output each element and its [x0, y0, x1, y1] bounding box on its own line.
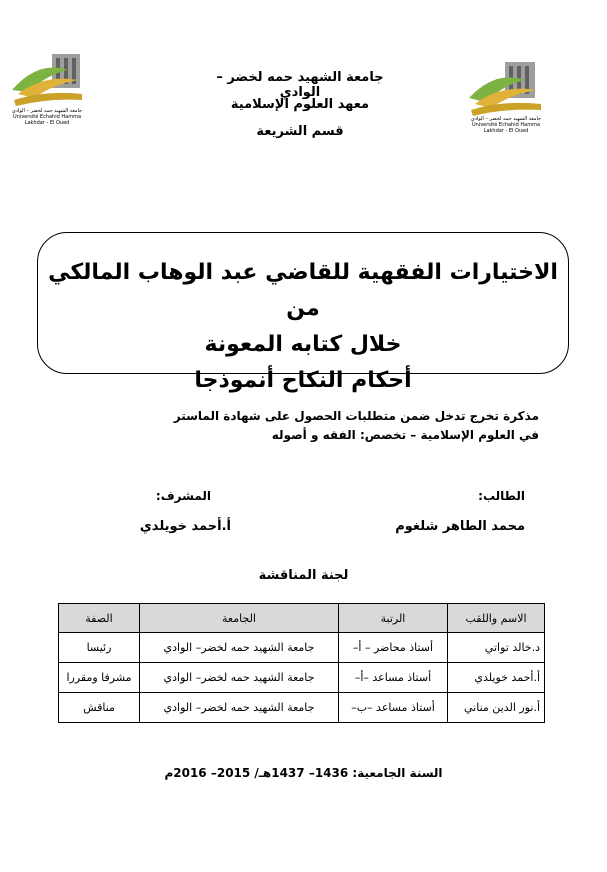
student-label: الطالب:: [478, 489, 525, 503]
member-name: د.خالد تواتي: [448, 633, 545, 663]
thesis-description-1: مذكرة تخرج تدخل ضمن متطلبات الحصول على شهادة الماستر: [173, 409, 539, 423]
member-role: مشرفا ومقررا: [59, 663, 140, 693]
member-university: جامعة الشهيد حمه لخضر– الوادي: [140, 633, 339, 663]
member-rank: أستاذ مساعد –ب–: [339, 693, 448, 723]
university-logo-icon: [467, 58, 545, 116]
supervisor-label: المشرف:: [155, 489, 211, 503]
logo-caption-ar: جامعة الشهيد حمه لخضر – الوادي: [11, 108, 83, 114]
column-header-role: الصفة: [59, 604, 140, 633]
logo-caption-ar: جامعة الشهيد حمه لخضر – الوادي: [470, 116, 542, 122]
title-line-2: خلال كتابه المعونة: [204, 332, 402, 357]
institute-name: معهد العلوم الإسلامية: [230, 97, 370, 112]
supervisor-name: أ.أحمد خويلدي: [139, 519, 231, 534]
academic-year: السنة الجامعية: 1436– 1437هـ/ 2015– 2016م: [164, 766, 443, 780]
thesis-title-box: [37, 232, 569, 393]
column-header-rank: الرتبة: [339, 604, 448, 633]
logo-caption-left: [8, 108, 86, 126]
logo-caption-fr: Université Echahid Hamma Lakhdar - El Oued: [12, 114, 82, 126]
committee-table: [58, 603, 545, 723]
department-name: قسم الشريعة: [256, 124, 344, 139]
member-university: جامعة الشهيد حمه لخضر– الوادي: [140, 663, 339, 693]
student-name: محمد الطاهر شلغوم: [395, 519, 525, 534]
member-role: مناقش: [59, 693, 140, 723]
logo-caption-fr: Université Echahid Hamma Lakhdar - El Oued: [471, 122, 541, 134]
title-line-1: الاختيارات الفقهية للقاضي عبد الوهاب المالكي من: [48, 260, 558, 321]
committee-title: لجنة المناقشة: [258, 568, 349, 583]
member-rank: أستاذ مساعد –أ–: [339, 663, 448, 693]
thesis-description-2: في العلوم الإسلامية – تخصص: الفقه و أصوله: [271, 428, 539, 442]
table-row: [59, 693, 545, 723]
column-header-name: الاسم واللقب: [448, 604, 545, 633]
member-university: جامعة الشهيد حمه لخضر– الوادي: [140, 693, 339, 723]
member-name: أ.نور الدين مناني: [448, 693, 545, 723]
column-header-university: الجامعة: [140, 604, 339, 633]
university-name: جامعة الشهيد حمه لخضر – الوادي: [216, 70, 384, 100]
university-logo-left: [8, 50, 86, 126]
table-row: [59, 663, 545, 693]
logo-caption-right: [467, 116, 545, 134]
member-name: أ.أحمد خويلدي: [448, 663, 545, 693]
table-header-row: [59, 604, 545, 633]
member-role: رئيسا: [59, 633, 140, 663]
title-line-3: أحكام النكاح أنموذجا: [194, 368, 412, 393]
university-logo-icon: [8, 50, 86, 108]
university-logo-right: [467, 58, 545, 134]
member-rank: أستاذ محاضر – أ–: [339, 633, 448, 663]
table-row: [59, 633, 545, 663]
